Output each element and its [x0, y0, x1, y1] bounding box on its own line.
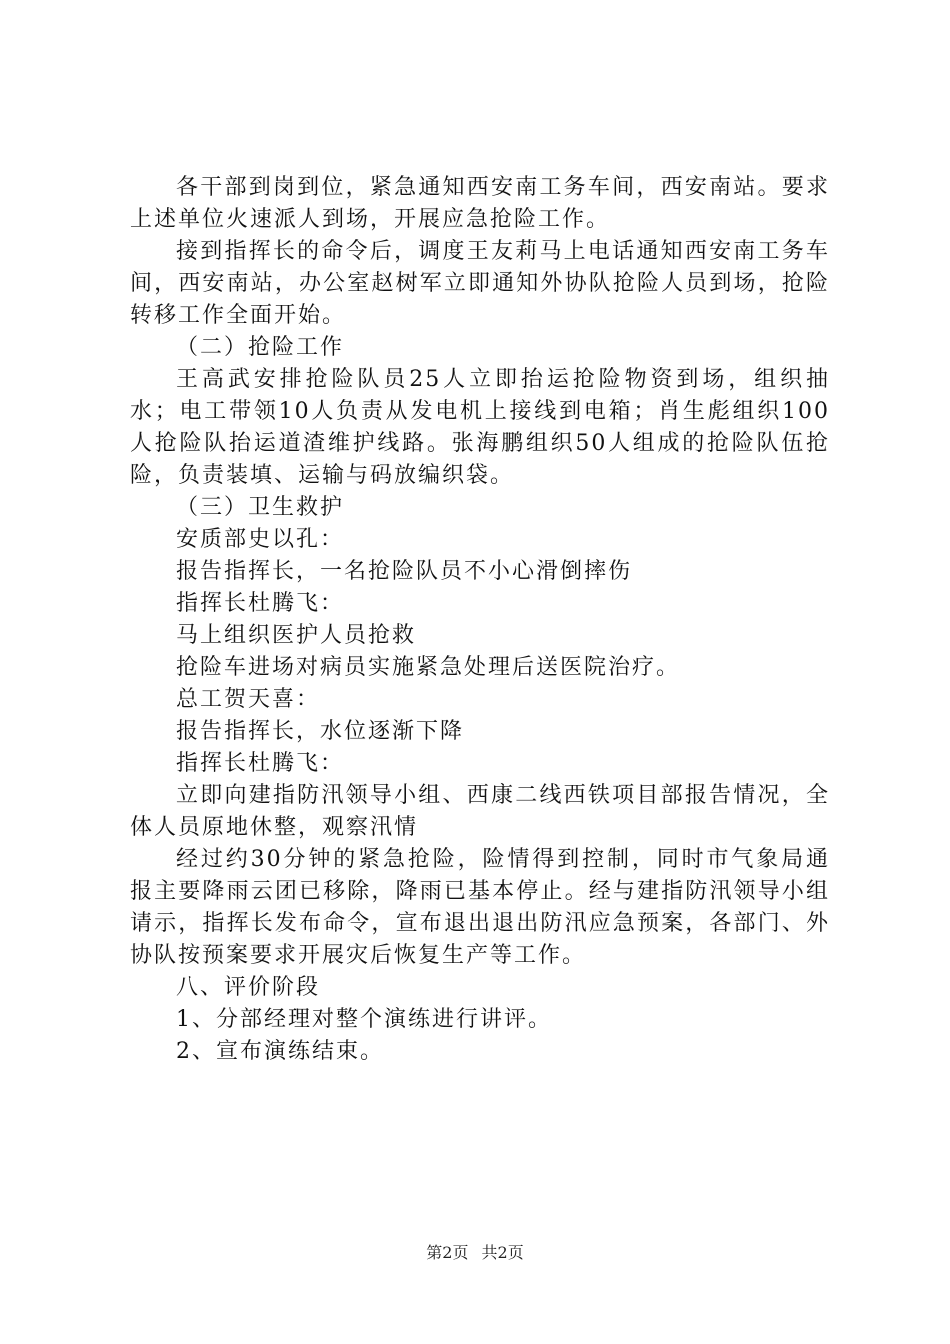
document-body — [130, 172, 830, 1068]
page-number: 第2页 — [426, 1243, 469, 1262]
paragraph: 接到指挥长的命令后，调度王友莉马上电话通知西安南工务车间，西安南站，办公室赵树军立即通知外协队抢险人员到场，抢险转移工作全面开始。 — [130, 239, 830, 328]
page-total: 共2页 — [481, 1243, 524, 1262]
list-item: 1、分部经理对整个演练进行讲评。 — [176, 1007, 552, 1032]
dialogue-line: 报告指挥长，水位逐渐下降 — [176, 719, 465, 744]
section-heading: （二）抢险工作 — [176, 335, 345, 360]
dialogue-line: 立即向建指防汛领导小组、西康二线西铁项目部报告情况，全体人员原地休整，观察汛情 — [130, 783, 830, 840]
speaker-line: 指挥长杜腾飞： — [176, 591, 345, 616]
paragraph: 经过约30分钟的紧急抢险，险情得到控制，同时市气象局通报主要降雨云团已移除，降雨已基本停止。经与建指防汛领导小组请示，指挥长发布命令，宣布退出退出防汛应急预案，各部门、外协队按预案要求开展灾后恢复生产等工作。 — [130, 847, 830, 968]
list-item: 2、宣布演练结束。 — [176, 1039, 384, 1064]
paragraph: 抢险车进场对病员实施紧急处理后送医院治疗。 — [176, 655, 681, 680]
speaker-line: 安质部史以孔： — [176, 527, 345, 552]
page-footer — [0, 1242, 950, 1264]
section-heading: 八、评价阶段 — [176, 975, 321, 1000]
speaker-line: 指挥长杜腾飞： — [176, 751, 345, 776]
paragraph: 王高武安排抢险队员25人立即抬运抢险物资到场，组织抽水；电工带领10人负责从发电机上接线到电箱；肖生彪组织100人抢险队抬运道渣维护线路。张海鹏组织50人组成的抢险队伍抢险，负责装填、运输与码放编织袋。 — [130, 367, 830, 488]
dialogue-line: 报告指挥长，一名抢险队员不小心滑倒摔伤 — [176, 559, 633, 584]
section-heading: （三）卫生救护 — [176, 495, 345, 520]
dialogue-line: 马上组织医护人员抢救 — [176, 623, 417, 648]
speaker-line: 总工贺天喜： — [176, 687, 321, 712]
paragraph: 各干部到岗到位，紧急通知西安南工务车间，西安南站。要求上述单位火速派人到场，开展应急抢险工作。 — [130, 175, 830, 232]
